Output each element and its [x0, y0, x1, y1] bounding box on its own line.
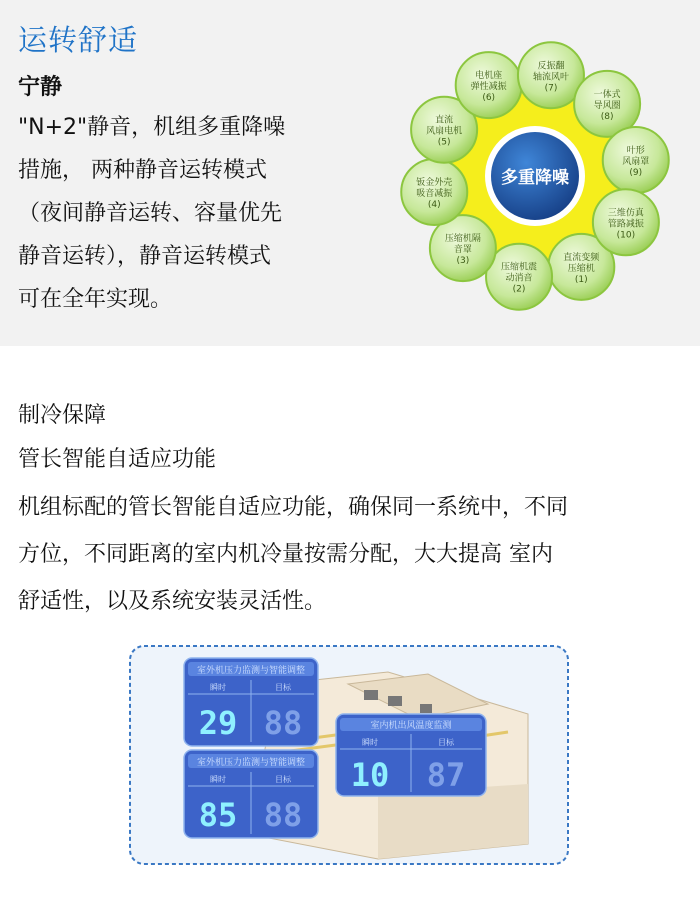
panel-3-title: 室内机出风温度监测 — [370, 721, 452, 731]
petal-num: (5) — [437, 137, 451, 148]
panel-3-target-value: 87 — [426, 756, 466, 794]
petal-4 — [401, 159, 467, 225]
panel-1-title: 室外机压力监测与智能调整 — [196, 666, 306, 676]
outdoor-pressure-panel-2 — [184, 750, 318, 838]
quiet-paragraph — [18, 106, 338, 321]
petal-line2: 压缩机 — [567, 263, 595, 274]
noise-reduction-flower-diagram — [390, 36, 680, 316]
panel-1-label-target: 目标 — [275, 683, 291, 692]
paragraph-line: 舒适性，以及系统安装灵活性。 — [18, 589, 327, 614]
petal-10 — [593, 189, 659, 255]
panel-2-title: 室外机压力监测与智能调整 — [196, 758, 306, 768]
petal-line1: 三维仿真 — [607, 208, 644, 219]
petal-num: (9) — [629, 168, 643, 179]
petal-num: (2) — [512, 284, 526, 295]
petal-line2: 吸音减振 — [416, 188, 453, 199]
petal-line1: 直流变频 — [563, 252, 600, 263]
petal-line2: 导风圈 — [593, 100, 621, 111]
petal-line1: 叶形 — [626, 146, 645, 157]
paragraph-line: "N+2"静音，机组多重降噪 — [18, 115, 286, 140]
petal-num: (4) — [427, 199, 441, 210]
petal-line1: 反振翻 — [537, 61, 565, 72]
petal-num: (7) — [544, 83, 558, 94]
panel-1-label-instant: 瞬时 — [210, 683, 226, 692]
paragraph-line: 措施， 两种静音运转模式 — [18, 158, 267, 183]
section-title-comfort: 运转舒适 — [18, 23, 139, 57]
outdoor-pressure-panel-1 — [184, 658, 318, 746]
petal-line2: 管路减振 — [607, 219, 644, 230]
panel-1-target-value: 88 — [263, 704, 303, 742]
panel-2-target-value: 88 — [263, 796, 303, 834]
petal-line1: 钣金外壳 — [416, 177, 453, 188]
petal-line1: 直流 — [435, 115, 454, 126]
petal-num: (1) — [574, 274, 588, 285]
panel-1-instant-value: 29 — [198, 704, 238, 742]
petal-line2: 弹性减振 — [470, 82, 507, 93]
petal-line2: 风扇罩 — [622, 157, 650, 168]
petal-num: (8) — [600, 111, 614, 122]
paragraph-line: （夜间静音运转、容量优先 — [18, 201, 283, 226]
petal-line2: 动消音 — [505, 273, 533, 284]
center-label: 多重降噪 — [501, 168, 569, 188]
petal-line1: 压缩机震 — [501, 262, 538, 273]
panel-2-label-instant: 瞬时 — [210, 775, 226, 784]
petal-num: (10) — [616, 230, 636, 241]
petal-line1: 电机座 — [475, 71, 503, 82]
petal-line2: 轴流风叶 — [532, 72, 569, 83]
subtitle-quiet: 宁静 — [18, 75, 63, 100]
paragraph-line: 静音运转），静音运转模式 — [18, 244, 272, 269]
petal-num: (6) — [482, 93, 496, 104]
panel-3-label-instant: 瞬时 — [362, 738, 378, 747]
paragraph-line: 机组标配的管长智能自适应功能，确保同一系统中，不同 — [18, 495, 569, 520]
petal-line2: 风扇电机 — [426, 126, 463, 137]
panel-3-label-target: 目标 — [438, 738, 454, 747]
panel-3-instant-value: 10 — [350, 756, 390, 794]
panel-2-instant-value: 85 — [198, 796, 238, 834]
panel-2-label-target: 目标 — [275, 775, 291, 784]
petal-line1: 压缩机隔 — [444, 234, 481, 245]
petal-line2: 音罩 — [453, 245, 472, 256]
indoor-temperature-panel — [336, 714, 486, 796]
subtitle-pipe-length: 管长智能自适应功能 — [18, 447, 217, 472]
pipe-monitoring-diagram — [128, 644, 570, 866]
section-title-cooling: 制冷保障 — [18, 403, 107, 428]
cooling-paragraph — [18, 484, 698, 625]
petal-line1: 一体式 — [593, 89, 621, 100]
paragraph-line: 方位，不同距离的室内机冷量按需分配，大大提高 室内 — [18, 542, 553, 567]
paragraph-line: 可在全年实现。 — [18, 287, 173, 312]
petal-num: (3) — [456, 256, 470, 267]
petal-9 — [603, 127, 669, 193]
petal-6 — [456, 52, 522, 118]
